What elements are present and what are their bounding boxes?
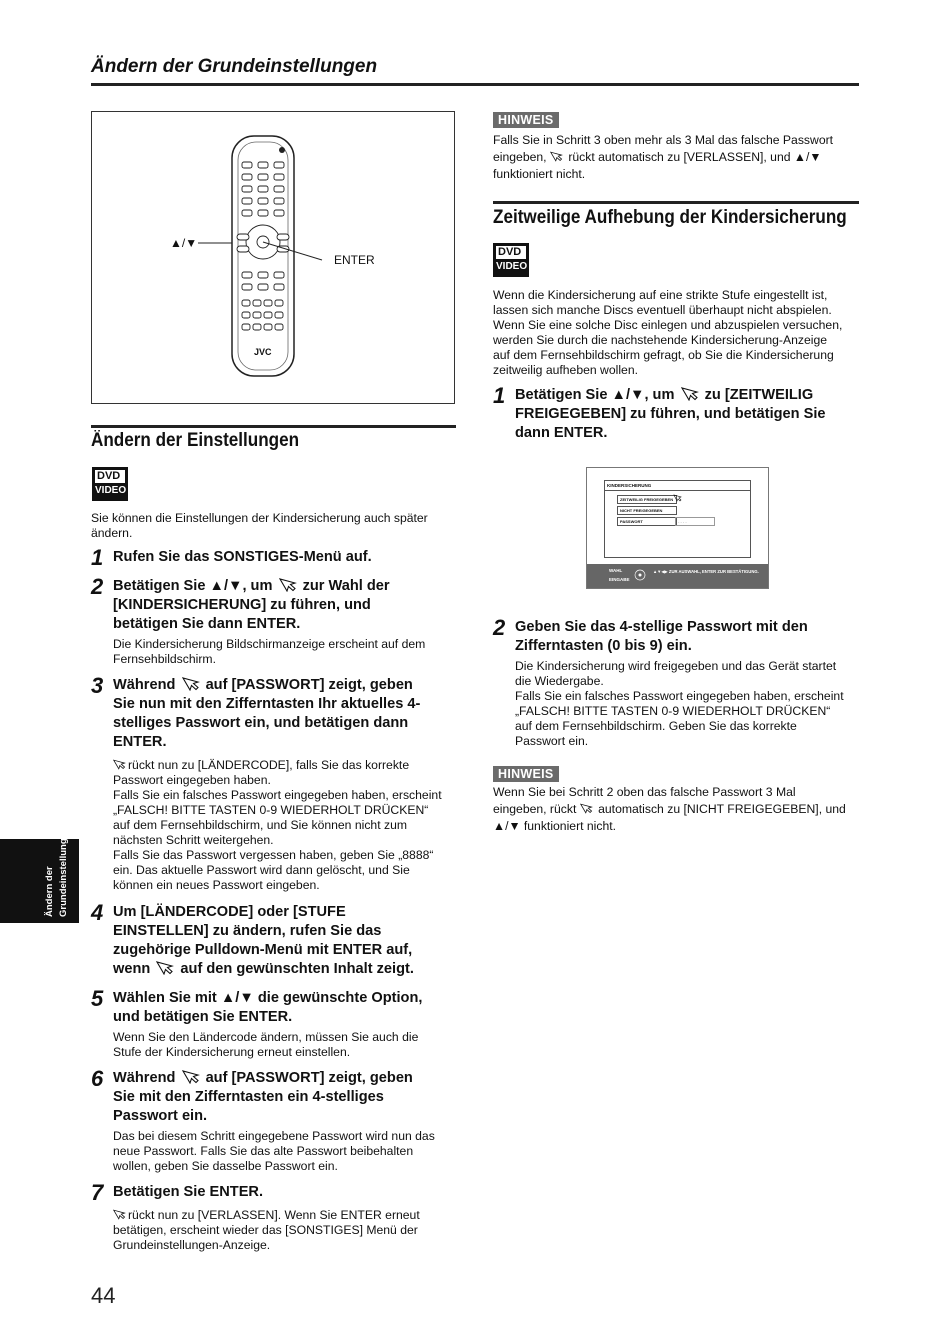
kindersicherung-screen <box>586 467 769 589</box>
remote-brand-logo: JVC <box>254 347 272 357</box>
remote-arrows-label: ▲/▼ <box>170 236 198 250</box>
cursor-pointer-icon <box>113 1209 126 1220</box>
hinweis-tag-2: HINWEIS <box>493 765 559 783</box>
screen-cursor-keys-icon <box>634 568 646 582</box>
left-section-title: Ändern der Einstellungen <box>91 430 300 451</box>
screen-pointer-icon <box>673 494 682 502</box>
cursor-pointer-icon <box>681 387 699 401</box>
dvd-video-badge-left: DVD VIDEO <box>92 467 128 501</box>
screen-item-passwort: PASSWORT <box>617 517 677 526</box>
right-section-title: Zeitweilige Aufhebung der Kindersicherung <box>493 207 847 228</box>
page-header-title: Ändern der Grundeinstellungen <box>91 56 378 77</box>
right-intro-text: Wenn die Kindersicherung auf eine strikte Stufe eingestellt ist, lassen sich manche Discs eventuell überhaupt nicht abspielen. Wenn Sie eine solche Disc einlegen und abzuspielen versuchen, werden Sie durch die nachstehende Kindersicherung-Anzeige auf dem Fernsehbildschirm gefragt, ob Sie die Kindersicherung zeitweilig aufheben wollen. <box>493 288 843 377</box>
dvd-video-badge-right: DVD VIDEO <box>493 243 529 277</box>
hinweis-text-1: Falls Sie in Schritt 3 oben mehr als 3 Mal das falsche Passwort eingeben, rückt automatisch zu [VERLASSEN], und ▲/▼ funktioniert nicht. <box>493 133 834 181</box>
remote-control-drawing <box>92 112 454 403</box>
cursor-pointer-icon <box>113 759 126 770</box>
screen-password-field: - - - - <box>675 517 715 526</box>
screen-heading: KINDERSICHERUNG <box>607 483 652 488</box>
left-intro-text: Sie können die Einstellungen der Kindersicherung auch später ändern. <box>91 511 428 540</box>
page-number: 44 <box>91 1283 116 1308</box>
screen-item-nicht-freigegeben: NICHT FREIGEGEBEN <box>617 506 677 515</box>
screen-menu-frame <box>604 480 751 558</box>
hinweis-text-2: Wenn Sie bei Schritt 2 oben das falsche Passwort 3 Mal eingeben, rückt automatisch zu [NICHT FREIGEGEBEN], und ▲/▼ funktioniert nicht. <box>493 785 846 833</box>
left-section-rule <box>91 425 456 428</box>
chapter-side-tab: Ändern der Grundeinstellungen <box>0 839 79 923</box>
header-rule <box>91 83 859 86</box>
screen-item-zeitweilig: ZEITWEILIG FREIGEGEBEN <box>617 495 677 504</box>
cursor-pointer-icon <box>580 803 593 814</box>
right-section-rule <box>493 201 859 204</box>
cursor-pointer-icon <box>182 1070 200 1084</box>
cursor-pointer-icon <box>279 578 297 592</box>
remote-enter-label: ENTER <box>334 253 375 267</box>
remote-illustration-box <box>91 111 455 404</box>
cursor-pointer-icon <box>156 961 174 975</box>
hinweis-tag-1: HINWEIS <box>493 111 559 129</box>
cursor-pointer-icon <box>550 151 563 162</box>
screen-footer: WAHL EINGABE ▲▼◀▶ ZUR AUSWAHL, ENTER ZUR BESTÄTIGUNG. <box>587 564 768 588</box>
cursor-pointer-icon <box>182 677 200 691</box>
